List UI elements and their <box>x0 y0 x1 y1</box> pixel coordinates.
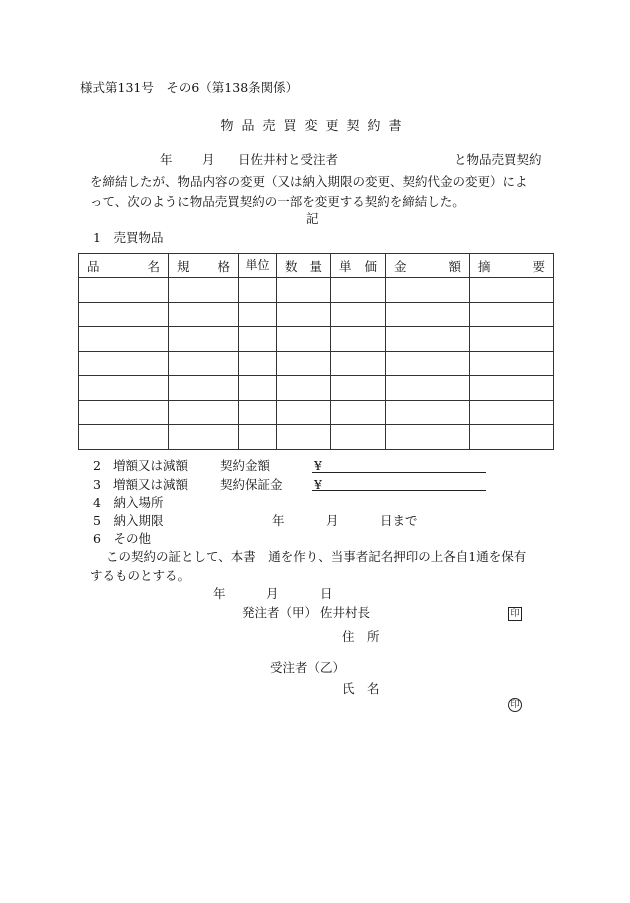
ki-marker: 記 <box>306 211 319 226</box>
table-cell[interactable] <box>277 278 331 303</box>
table-cell[interactable] <box>239 376 277 401</box>
table-cell[interactable] <box>79 425 169 450</box>
header-spec: 規 格 <box>169 254 239 278</box>
table-cell[interactable] <box>239 278 277 303</box>
table-row <box>79 376 554 401</box>
sign-date-day: 日 <box>320 586 333 601</box>
table-cell[interactable] <box>79 400 169 425</box>
table-cell[interactable] <box>470 400 554 425</box>
item-6-other: 6 その他 <box>93 531 151 546</box>
sign-date-year: 年 <box>213 586 226 601</box>
table-cell[interactable] <box>277 400 331 425</box>
intro-line-2: を締結したが、物品内容の変更（又は納入期限の変更、契約代金の変更）によ <box>90 174 528 189</box>
section-1-heading: 1 売買物品 <box>93 230 164 245</box>
table-row <box>79 351 554 376</box>
table-row <box>79 400 554 425</box>
document-title: 物品売買変更契約書 <box>220 119 410 134</box>
table-cell[interactable] <box>277 425 331 450</box>
table-cell[interactable] <box>79 351 169 376</box>
intro-year: 年 <box>160 152 173 167</box>
item-3-label: 増額又は減額 <box>113 477 189 492</box>
table-cell[interactable] <box>79 376 169 401</box>
item-2-field: 契約金額 <box>220 458 271 473</box>
orderer-role: 発注者（甲） <box>242 605 318 620</box>
table-cell[interactable] <box>277 376 331 401</box>
table-cell[interactable] <box>277 351 331 376</box>
table-cell[interactable] <box>239 400 277 425</box>
table-cell[interactable] <box>470 278 554 303</box>
item-3-amount-line <box>312 490 486 491</box>
table-cell[interactable] <box>169 400 239 425</box>
closing-line-1: この契約の証として、本書 通を作り、当事者記名押印の上各自1通を保有 <box>106 549 527 564</box>
item-3-field: 契約保証金 <box>220 477 283 492</box>
table-cell[interactable] <box>239 351 277 376</box>
items-table <box>78 253 554 450</box>
table-cell[interactable] <box>386 376 470 401</box>
table-cell[interactable] <box>470 376 554 401</box>
header-name: 品 名 <box>79 254 169 278</box>
table-cell[interactable] <box>331 327 386 352</box>
table-cell[interactable] <box>386 425 470 450</box>
table-cell[interactable] <box>169 425 239 450</box>
table-header-row <box>79 254 554 278</box>
name-label: 氏 名 <box>342 681 380 696</box>
table-cell[interactable] <box>277 302 331 327</box>
table-cell[interactable] <box>79 302 169 327</box>
table-cell[interactable] <box>331 376 386 401</box>
item-2-amount-line <box>312 472 486 473</box>
sign-date-month: 月 <box>266 586 279 601</box>
table-cell[interactable] <box>239 327 277 352</box>
table-cell[interactable] <box>277 327 331 352</box>
item-3-number: 3 <box>93 477 101 492</box>
table-cell[interactable] <box>169 327 239 352</box>
item-2-number: 2 <box>93 458 101 473</box>
table-cell[interactable] <box>331 351 386 376</box>
header-amount: 金 額 <box>386 254 470 278</box>
table-cell[interactable] <box>386 302 470 327</box>
item-2-yen: ¥ <box>314 458 322 473</box>
item-5-year: 年 <box>272 513 285 528</box>
intro-day-parties: 日佐井村と受注者 <box>238 152 339 167</box>
form-number: 様式第131号 その6（第138条関係） <box>80 80 299 95</box>
table-cell[interactable] <box>331 400 386 425</box>
table-cell[interactable] <box>79 278 169 303</box>
item-2-label: 増額又は減額 <box>113 458 189 473</box>
item-5-delivery-deadline: 5 納入期限 <box>93 513 164 528</box>
contractor-seal-icon: 印 <box>508 698 522 712</box>
table-cell[interactable] <box>239 302 277 327</box>
table-cell[interactable] <box>470 425 554 450</box>
table-row <box>79 425 554 450</box>
table-cell[interactable] <box>470 351 554 376</box>
intro-month: 月 <box>202 152 215 167</box>
table-cell[interactable] <box>331 302 386 327</box>
intro-contract-tail: と物品売買契約 <box>454 152 542 167</box>
orderer-name: 佐井村長 <box>320 605 371 620</box>
item-5-day: 日まで <box>380 513 418 528</box>
item-3-yen: ¥ <box>314 477 322 492</box>
table-cell[interactable] <box>470 302 554 327</box>
table-row <box>79 302 554 327</box>
item-5-month: 月 <box>326 513 339 528</box>
table-row <box>79 327 554 352</box>
table-cell[interactable] <box>79 327 169 352</box>
header-remarks: 摘 要 <box>470 254 554 278</box>
header-quantity: 数 量 <box>277 254 331 278</box>
table-cell[interactable] <box>331 278 386 303</box>
table-cell[interactable] <box>169 302 239 327</box>
contractor-role: 受注者（乙） <box>270 660 346 675</box>
header-unit-price: 単 価 <box>331 254 386 278</box>
table-cell[interactable] <box>470 327 554 352</box>
table-cell[interactable] <box>331 425 386 450</box>
table-cell[interactable] <box>169 376 239 401</box>
table-cell[interactable] <box>169 278 239 303</box>
table-cell[interactable] <box>386 278 470 303</box>
table-cell[interactable] <box>386 327 470 352</box>
table-cell[interactable] <box>239 425 277 450</box>
header-unit: 単位 <box>239 254 277 278</box>
table-row <box>79 278 554 303</box>
item-4-delivery-place: 4 納入場所 <box>93 495 164 510</box>
table-cell[interactable] <box>169 351 239 376</box>
orderer-seal-icon: 印 <box>508 607 522 621</box>
table-cell[interactable] <box>386 400 470 425</box>
address-label: 住 所 <box>342 629 380 644</box>
intro-line-3: って、次のように物品売買契約の一部を変更する契約を締結した。 <box>90 194 465 209</box>
closing-line-2: するものとする。 <box>90 568 191 583</box>
table-cell[interactable] <box>386 351 470 376</box>
